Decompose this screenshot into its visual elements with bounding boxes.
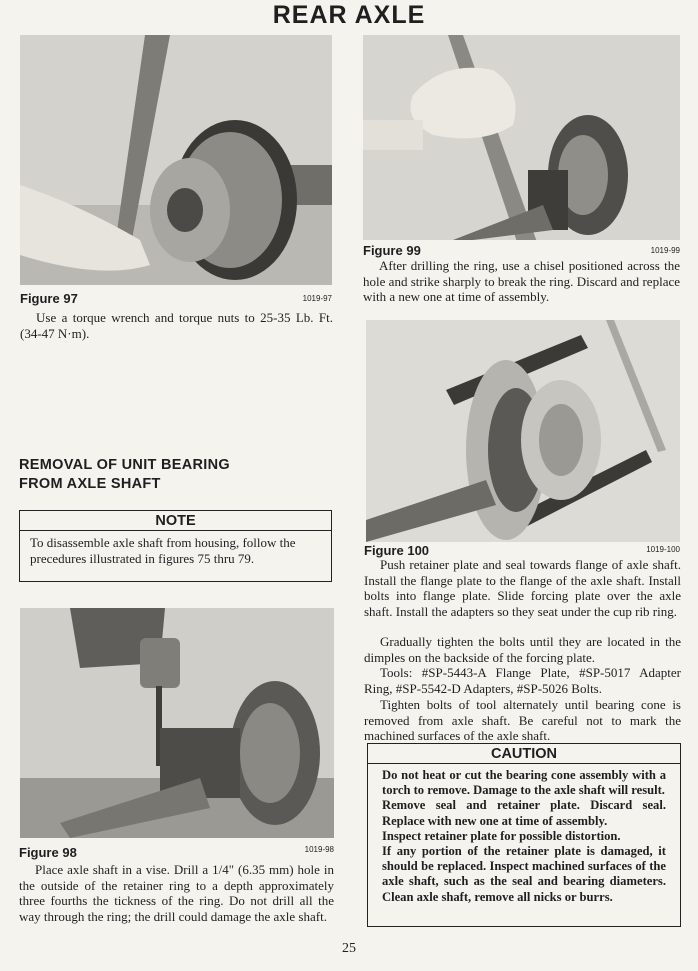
caution-body: [368, 764, 680, 905]
caution-line-2: Remove seal and retainer plate. Discard seal. Replace with new one at time of assembly.: [382, 798, 666, 828]
page-number: 25: [342, 941, 356, 956]
figure-100-paragraph-3: Tools: #SP-5443-A Flange Plate, #SP-5017 Adapter Ring, #SP-5542-D Adapters, #SP-5026 Bolts.: [364, 665, 681, 696]
section-heading-line-1: REMOVAL OF UNIT BEARING: [19, 457, 230, 473]
figure-98-ref: 1019-98: [304, 845, 334, 854]
figure-99-description: After drilling the ring, use a chisel positioned across the hole and strike sharply to break the ring. Discard and replace with a new one at time of assembly.: [363, 258, 680, 304]
caution-title: CAUTION: [368, 744, 680, 764]
caution-box: [367, 743, 681, 927]
figure-97-caption: Figure 97: [20, 291, 78, 306]
figure-99-photo: [363, 35, 680, 240]
note-box: [19, 510, 332, 582]
caution-line-3: Inspect retainer plate for possible distortion.: [382, 828, 621, 843]
caution-line-1: Do not heat or cut the bearing cone assembly with a torch to remove. Damage to the axle shaft will result.: [382, 768, 666, 798]
figure-97-ref: 1019-97: [302, 294, 332, 303]
figure-100-caption: Figure 100: [364, 543, 430, 558]
figure-97-description: Use a torque wrench and torque nuts to 25-35 Lb. Ft. (34-47 N·m).: [20, 310, 333, 341]
section-heading: [19, 456, 339, 494]
figure-100-paragraph-2: Gradually tighten the bolts until they are located in the dimples on the backside of the forcing plate.: [364, 634, 681, 665]
figure-100-ref: 1019-100: [646, 545, 680, 554]
figure-100-photo: [366, 320, 680, 542]
figure-98-description: Place axle shaft in a vise. Drill a 1/4" (6.35 mm) hole in the outside of the retainer ring to a depth approximately three fourths the tickness of the ring. Do not drill all the way through the ring; the drill could damage the axle shaft.: [19, 862, 334, 924]
note-body: To disassemble axle shaft from housing, follow the precedures illustrated in figures 75 thru 79.: [30, 535, 296, 566]
figure-97-photo: [20, 35, 332, 285]
figure-100-paragraph-1: Push retainer plate and seal towards flange of axle shaft. Install the flange plate to the flange of the axle shaft. Install bolts into flange plate. Slide forcing plate over the axle shaft. Install the adapters so they seat under the cup rib ring.: [364, 557, 681, 619]
figure-100-paragraph-4: Tighten bolts of tool alternately until bearing cone is removed from axle shaft. Be careful not to mark the machined surfaces of the axle shaft.: [364, 697, 681, 743]
figure-98-photo: [20, 608, 334, 838]
note-title: NOTE: [20, 511, 331, 531]
figure-99-caption: Figure 99: [363, 243, 421, 258]
caution-line-4: If any portion of the retainer plate is damaged, it should be replaced. Inspect machined surfaces of the axle shaft, such as the seal and bearing diameters. Clean axle shaft, remove all nicks or burrs.: [382, 844, 666, 904]
figure-99-ref: 1019-99: [650, 246, 680, 255]
section-heading-line-2: FROM AXLE SHAFT: [19, 476, 161, 492]
figure-98-caption: Figure 98: [19, 845, 77, 860]
page-title: REAR AXLE: [272, 1, 426, 29]
